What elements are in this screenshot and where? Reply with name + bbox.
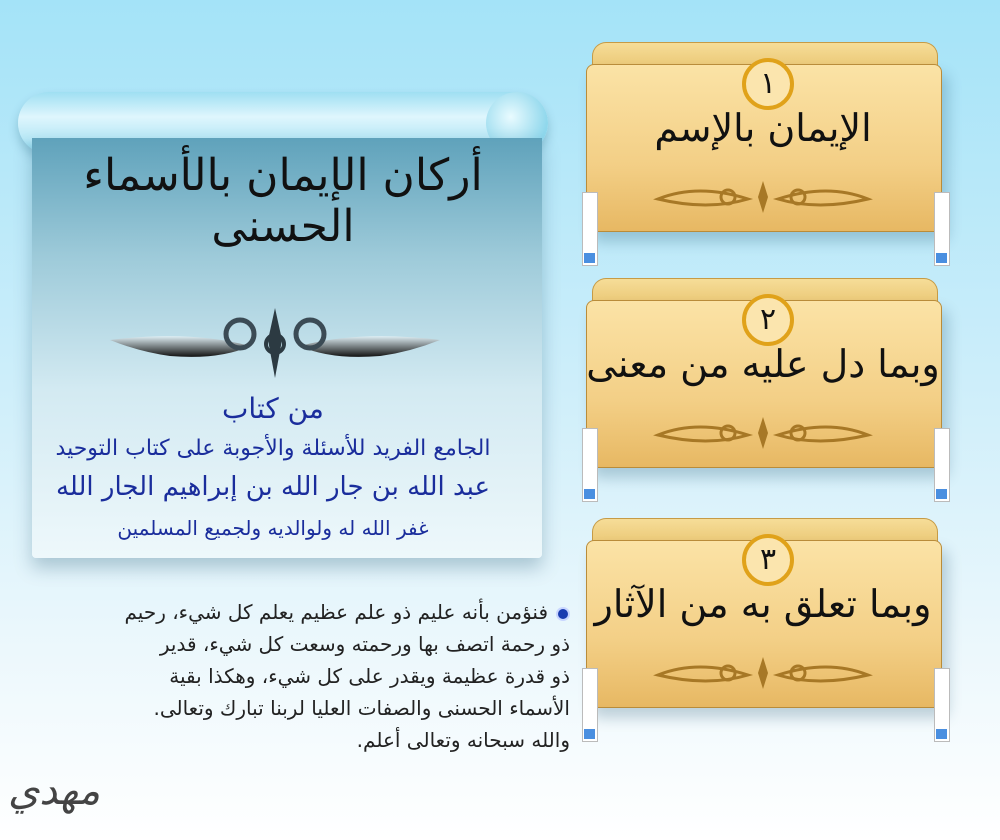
explanation-line — [6, 596, 570, 628]
author-name: عبد الله بن جار الله بن إبراهيم الجار الله — [55, 472, 491, 502]
explanation-line: والله سبحانه وتعالى أعلم. — [356, 728, 570, 752]
card-side-left — [582, 668, 598, 742]
card-side-left — [582, 192, 598, 266]
card-ornament-icon — [648, 177, 878, 217]
ornament-divider-icon — [110, 300, 440, 390]
card-side-right — [934, 192, 950, 266]
card-number: ٢ — [742, 294, 794, 346]
bullet-icon — [556, 607, 570, 621]
card-side-right — [934, 668, 950, 742]
from-label: من كتاب — [222, 392, 324, 425]
card-number: ٣ — [742, 534, 794, 586]
explanation-line: الأسماء الحسنى والصفات العليا لربنا تبارك وتعالى. — [153, 696, 570, 720]
card-side-left — [582, 428, 598, 502]
prayer-line: غفر الله له ولوالديه ولجميع المسلمين — [117, 516, 429, 540]
explanation-line: ذو قدرة عظيمة ويقدر على كل شيء، وهكذا بقية — [169, 664, 570, 688]
page-title: أركان الإيمان بالأسماء الحسنى — [83, 150, 483, 252]
card-number: ١ — [742, 58, 794, 110]
pillar-card-3 — [586, 518, 942, 708]
card-text: وبما تعلق به من الآثار — [594, 582, 932, 626]
card-text: وبما دل عليه من معنى — [586, 342, 940, 386]
book-title: الجامع الفريد للأسئلة والأجوبة على كتاب التوحيد — [55, 436, 491, 461]
card-ornament-icon — [648, 653, 878, 693]
explanation-line-text: فنؤمن بأنه عليم ذو علم عظيم يعلم كل شيء، رحيم — [124, 600, 548, 624]
card-ornament-icon — [648, 413, 878, 453]
pillar-card-1 — [586, 42, 942, 232]
signature: مهدي — [8, 768, 101, 814]
pillar-card-2 — [586, 278, 942, 468]
explanation-line: ذو رحمة اتصف بها ورحمته وسعت كل شيء، قدير — [159, 632, 570, 656]
card-text: الإيمان بالإسم — [654, 106, 872, 150]
explanation-text — [6, 596, 570, 756]
card-side-right — [934, 428, 950, 502]
